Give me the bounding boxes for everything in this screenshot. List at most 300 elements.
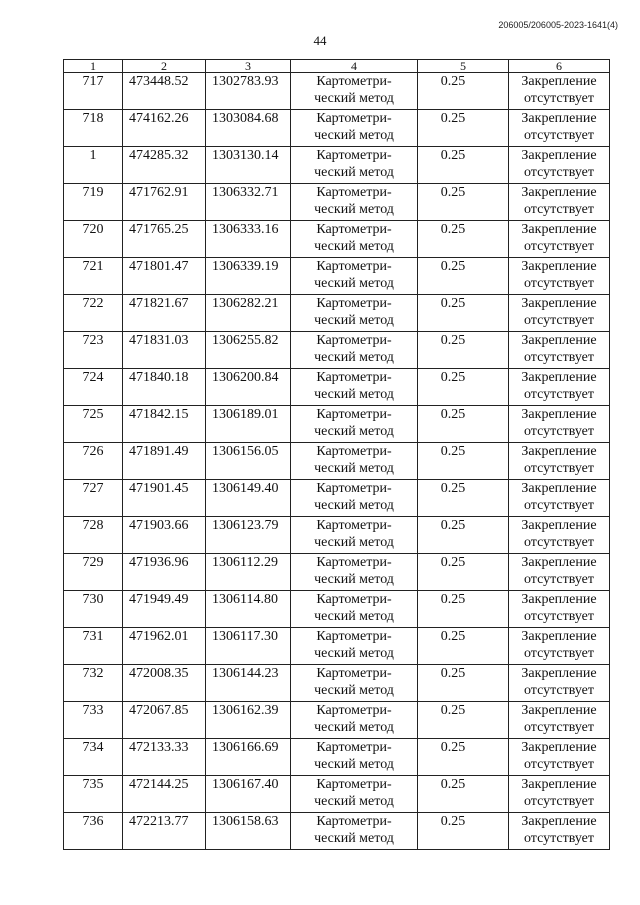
method-cell [291,480,418,517]
fixing-cell-text: Закрепление [521,444,597,459]
point-number-cell-text: 727 [82,481,104,496]
table-row [64,258,610,295]
x-coordinate-cell-text: 471901.45 [129,481,189,496]
method-cell-text: ческий метод [314,720,394,735]
method-cell-text: Картометри- [316,814,392,829]
point-number-cell [64,665,123,702]
y-coordinate-cell [206,221,291,258]
y-coordinate-cell-text: 1306333.16 [212,222,279,237]
x-coordinate-cell [123,665,206,702]
page-number: 44 [313,33,327,48]
y-coordinate-cell-text: 1306162.39 [212,703,279,718]
fixing-cell-text: Закрепление [521,74,597,89]
y-coordinate-cell [206,184,291,221]
table-row [64,110,610,147]
x-coordinate-cell-text: 471831.03 [129,333,189,348]
accuracy-cell-text: 0.25 [440,740,466,755]
x-coordinate-cell-text: 472133.33 [129,740,189,755]
point-number-cell-text: 734 [82,740,104,755]
point-number-cell-text: 724 [82,370,104,385]
fixing-cell [509,591,610,628]
method-cell-text: ческий метод [314,498,394,513]
accuracy-cell [418,147,509,184]
method-cell [291,110,418,147]
point-number-cell [64,406,123,443]
fixing-cell-text: Закрепление [521,185,597,200]
accuracy-cell-text: 0.25 [440,222,466,237]
point-number-cell-text: 721 [82,259,104,274]
y-coordinate-cell-text: 1306158.63 [212,814,279,829]
fixing-cell [509,665,610,702]
x-coordinate-cell [123,221,206,258]
y-coordinate-cell-text: 1306117.30 [212,629,278,644]
fixing-cell-text: Закрепление [521,740,597,755]
method-cell [291,147,418,184]
fixing-cell-text: отсутствует [523,646,595,661]
method-cell-text: ческий метод [314,609,394,624]
y-coordinate-cell [206,665,291,702]
y-coordinate-cell-text: 1306144.23 [212,666,279,681]
method-cell-text: Картометри- [316,777,392,792]
x-coordinate-cell [123,110,206,147]
point-number-cell [64,332,123,369]
fixing-cell-text: отсутствует [523,461,595,476]
y-coordinate-cell [206,702,291,739]
fixing-cell-text: Закрепление [521,407,597,422]
x-coordinate-cell-text: 473448.52 [129,74,189,89]
method-cell-text: Картометри- [316,629,392,644]
y-coordinate-cell [206,554,291,591]
y-coordinate-cell-text: 1303130.14 [212,148,279,163]
method-cell [291,406,418,443]
fixing-cell-text: отсутствует [523,424,595,439]
x-coordinate-cell [123,628,206,665]
method-cell-text: Картометри- [316,592,392,607]
fixing-cell-text: отсутствует [523,757,595,772]
fixing-cell-text: отсутствует [523,165,595,180]
point-number-cell-text: 725 [82,407,104,422]
method-cell-text: ческий метод [314,128,394,143]
y-coordinate-cell [206,776,291,813]
method-cell-text: Картометри- [316,296,392,311]
method-cell-text: Картометри- [316,407,392,422]
fixing-cell [509,776,610,813]
method-cell-text: ческий метод [314,461,394,476]
method-cell [291,73,418,110]
y-coordinate-cell-text: 1303084.68 [212,111,279,126]
x-coordinate-cell [123,517,206,554]
table-header-row [64,60,610,73]
method-cell-text: ческий метод [314,313,394,328]
fixing-cell [509,221,610,258]
method-cell-text: ческий метод [314,794,394,809]
method-cell-text: Картометри- [316,111,392,126]
point-number-cell-text: 733 [82,703,104,718]
method-cell-text: ческий метод [314,646,394,661]
table-row [64,184,610,221]
method-cell-text: ческий метод [314,757,394,772]
fixing-cell [509,443,610,480]
fixing-cell [509,73,610,110]
method-cell-text: ческий метод [314,424,394,439]
fixing-cell [509,480,610,517]
accuracy-cell-text: 0.25 [440,148,466,163]
table-row [64,591,610,628]
x-coordinate-cell [123,369,206,406]
y-coordinate-cell [206,628,291,665]
table-row [64,147,610,184]
method-cell [291,628,418,665]
y-coordinate-cell-text: 1302783.93 [212,74,279,89]
y-coordinate-cell [206,369,291,406]
method-cell-text: Картометри- [316,740,392,755]
y-coordinate-cell-text: 1306112.29 [212,555,278,570]
table-row [64,554,610,591]
y-coordinate-cell [206,517,291,554]
point-number-cell [64,147,123,184]
fixing-cell [509,628,610,665]
table-row [64,517,610,554]
fixing-cell-text: Закрепление [521,111,597,126]
fixing-cell [509,369,610,406]
y-coordinate-cell [206,110,291,147]
fixing-cell-text: Закрепление [521,666,597,681]
method-cell [291,554,418,591]
method-cell-text: Картометри- [316,481,392,496]
fixing-cell [509,184,610,221]
point-number-cell [64,628,123,665]
fixing-cell-text: Закрепление [521,148,597,163]
method-cell-text: Картометри- [316,74,392,89]
method-cell-text: Картометри- [316,444,392,459]
y-coordinate-cell-text: 1306339.19 [212,259,279,274]
accuracy-cell-text: 0.25 [440,259,466,274]
method-cell [291,591,418,628]
y-coordinate-cell-text: 1306167.40 [212,777,279,792]
y-coordinate-cell-text: 1306166.69 [212,740,279,755]
fixing-cell [509,813,610,850]
x-coordinate-cell [123,443,206,480]
table-row [64,332,610,369]
fixing-cell-text: отсутствует [523,572,595,587]
y-coordinate-cell-text: 1306156.05 [212,444,279,459]
table-row [64,406,610,443]
y-coordinate-cell [206,147,291,184]
table-row [64,221,610,258]
accuracy-cell [418,665,509,702]
fixing-cell [509,702,610,739]
column-header-1: 1 [64,60,123,73]
x-coordinate-cell-text: 472008.35 [129,666,189,681]
accuracy-cell [418,554,509,591]
method-cell-text: Картометри- [316,148,392,163]
point-number-cell [64,480,123,517]
accuracy-cell [418,480,509,517]
method-cell-text: Картометри- [316,703,392,718]
table-row [64,665,610,702]
column-header-2: 2 [123,60,206,73]
accuracy-cell [418,443,509,480]
accuracy-cell-text: 0.25 [440,407,466,422]
x-coordinate-cell-text: 471936.96 [129,555,189,570]
y-coordinate-cell [206,480,291,517]
x-coordinate-cell-text: 471842.15 [129,407,189,422]
accuracy-cell-text: 0.25 [440,777,466,792]
fixing-cell-text: Закрепление [521,259,597,274]
point-number-cell-text: 717 [82,74,104,89]
method-cell [291,702,418,739]
y-coordinate-cell-text: 1306332.71 [212,185,279,200]
table-row [64,443,610,480]
column-header-5: 5 [418,60,509,73]
x-coordinate-cell [123,295,206,332]
accuracy-cell [418,332,509,369]
point-number-cell [64,554,123,591]
point-number-cell-text: 735 [82,777,104,792]
fixing-cell-text: отсутствует [523,239,595,254]
y-coordinate-cell-text: 1306200.84 [212,370,279,385]
point-number-cell [64,739,123,776]
x-coordinate-cell-text: 471840.18 [129,370,189,385]
accuracy-cell [418,628,509,665]
method-cell [291,295,418,332]
fixing-cell [509,739,610,776]
y-coordinate-cell [206,739,291,776]
fixing-cell-text: Закрепление [521,370,597,385]
method-cell-text: ческий метод [314,535,394,550]
method-cell [291,813,418,850]
accuracy-cell-text: 0.25 [440,629,466,644]
document-id: 206005/206005-2023-1641(4) [498,20,618,30]
point-number-cell-text: 719 [82,185,104,200]
x-coordinate-cell-text: 471821.67 [129,296,189,311]
method-cell-text: ческий метод [314,91,394,106]
x-coordinate-cell [123,702,206,739]
point-number-cell-text: 736 [82,814,104,829]
fixing-cell-text: отсутствует [523,794,595,809]
method-cell-text: ческий метод [314,239,394,254]
point-number-cell-text: 732 [82,666,104,681]
accuracy-cell-text: 0.25 [440,555,466,570]
method-cell-text: Картометри- [316,222,392,237]
point-number-cell [64,221,123,258]
fixing-cell-text: Закрепление [521,222,597,237]
table-body [64,73,610,850]
fixing-cell-text: Закрепление [521,629,597,644]
accuracy-cell [418,702,509,739]
fixing-cell-text: Закрепление [521,296,597,311]
point-number-cell-text: 731 [82,629,104,644]
column-header-3: 3 [206,60,291,73]
y-coordinate-cell [206,591,291,628]
point-number-cell [64,702,123,739]
y-coordinate-cell-text: 1306123.79 [212,518,279,533]
method-cell-text: ческий метод [314,387,394,402]
fixing-cell-text: отсутствует [523,387,595,402]
fixing-cell [509,554,610,591]
y-coordinate-cell [206,258,291,295]
fixing-cell-text: отсутствует [523,91,595,106]
method-cell-text: ческий метод [314,683,394,698]
accuracy-cell-text: 0.25 [440,518,466,533]
x-coordinate-cell [123,73,206,110]
fixing-cell-text: отсутствует [523,313,595,328]
accuracy-cell [418,369,509,406]
fixing-cell-text: Закрепление [521,518,597,533]
x-coordinate-cell [123,258,206,295]
y-coordinate-cell-text: 1306149.40 [212,481,279,496]
y-coordinate-cell-text: 1306114.80 [212,592,278,607]
y-coordinate-cell [206,406,291,443]
point-number-cell-text: 1 [89,148,97,163]
method-cell [291,739,418,776]
accuracy-cell [418,591,509,628]
y-coordinate-cell-text: 1306282.21 [212,296,279,311]
x-coordinate-cell-text: 471962.01 [129,629,189,644]
x-coordinate-cell [123,554,206,591]
accuracy-cell [418,739,509,776]
method-cell [291,517,418,554]
accuracy-cell-text: 0.25 [440,296,466,311]
y-coordinate-cell [206,73,291,110]
method-cell-text: ческий метод [314,831,394,846]
method-cell-text: Картометри- [316,370,392,385]
accuracy-cell-text: 0.25 [440,444,466,459]
method-cell [291,443,418,480]
accuracy-cell-text: 0.25 [440,333,466,348]
accuracy-cell-text: 0.25 [440,592,466,607]
accuracy-cell [418,295,509,332]
y-coordinate-cell [206,443,291,480]
point-number-cell [64,184,123,221]
fixing-cell-text: отсутствует [523,609,595,624]
point-number-cell-text: 720 [82,222,104,237]
point-number-cell [64,591,123,628]
accuracy-cell-text: 0.25 [440,703,466,718]
point-number-cell [64,776,123,813]
x-coordinate-cell [123,406,206,443]
fixing-cell [509,258,610,295]
x-coordinate-cell [123,813,206,850]
method-cell-text: ческий метод [314,165,394,180]
point-number-cell-text: 718 [82,111,104,126]
x-coordinate-cell-text: 471762.91 [129,185,189,200]
method-cell-text: Картометри- [316,555,392,570]
fixing-cell-text: отсутствует [523,276,595,291]
accuracy-cell-text: 0.25 [440,185,466,200]
fixing-cell-text: отсутствует [523,535,595,550]
method-cell-text: ческий метод [314,350,394,365]
method-cell-text: Картометри- [316,518,392,533]
point-number-cell-text: 723 [82,333,104,348]
point-number-cell [64,295,123,332]
table-row [64,480,610,517]
y-coordinate-cell-text: 1306255.82 [212,333,279,348]
accuracy-cell-text: 0.25 [440,481,466,496]
y-coordinate-cell [206,813,291,850]
x-coordinate-cell-text: 472067.85 [129,703,189,718]
fixing-cell-text: Закрепление [521,777,597,792]
method-cell [291,332,418,369]
table-row [64,776,610,813]
fixing-cell-text: Закрепление [521,814,597,829]
accuracy-cell [418,110,509,147]
x-coordinate-cell-text: 474285.32 [129,148,189,163]
fixing-cell-text: отсутствует [523,350,595,365]
y-coordinate-cell-text: 1306189.01 [212,407,279,422]
x-coordinate-cell [123,739,206,776]
fixing-cell [509,332,610,369]
method-cell-text: Картометри- [316,259,392,274]
fixing-cell-text: Закрепление [521,555,597,570]
accuracy-cell [418,813,509,850]
column-header-4: 4 [291,60,418,73]
point-number-cell-text: 728 [82,518,104,533]
table-row [64,702,610,739]
table-row [64,739,610,776]
x-coordinate-cell-text: 471801.47 [129,259,189,274]
table-row [64,73,610,110]
table-row [64,813,610,850]
point-number-cell-text: 722 [82,296,104,311]
x-coordinate-cell-text: 474162.26 [129,111,189,126]
table-row [64,628,610,665]
x-coordinate-cell-text: 472144.25 [129,777,189,792]
method-cell-text: Картометри- [316,333,392,348]
accuracy-cell-text: 0.25 [440,74,466,89]
x-coordinate-cell-text: 471891.49 [129,444,189,459]
method-cell [291,221,418,258]
accuracy-cell [418,184,509,221]
table-row [64,295,610,332]
point-number-cell [64,73,123,110]
x-coordinate-cell-text: 472213.77 [129,814,189,829]
method-cell [291,665,418,702]
point-number-cell [64,443,123,480]
x-coordinate-cell [123,591,206,628]
method-cell-text: ческий метод [314,572,394,587]
fixing-cell [509,110,610,147]
y-coordinate-cell [206,295,291,332]
method-cell-text: ческий метод [314,202,394,217]
method-cell-text: ческий метод [314,276,394,291]
method-cell [291,184,418,221]
fixing-cell-text: Закрепление [521,592,597,607]
method-cell [291,258,418,295]
method-cell-text: Картометри- [316,666,392,681]
fixing-cell-text: отсутствует [523,498,595,513]
point-number-cell [64,813,123,850]
table-row [64,369,610,406]
y-coordinate-cell [206,332,291,369]
method-cell [291,776,418,813]
x-coordinate-cell [123,184,206,221]
accuracy-cell-text: 0.25 [440,666,466,681]
fixing-cell-text: отсутствует [523,128,595,143]
point-number-cell [64,517,123,554]
fixing-cell-text: Закрепление [521,333,597,348]
point-number-cell-text: 726 [82,444,104,459]
accuracy-cell-text: 0.25 [440,370,466,385]
point-number-cell-text: 730 [82,592,104,607]
method-cell [291,369,418,406]
fixing-cell-text: отсутствует [523,683,595,698]
x-coordinate-cell [123,332,206,369]
fixing-cell-text: отсутствует [523,720,595,735]
accuracy-cell [418,776,509,813]
fixing-cell [509,406,610,443]
column-header-6: 6 [509,60,610,73]
